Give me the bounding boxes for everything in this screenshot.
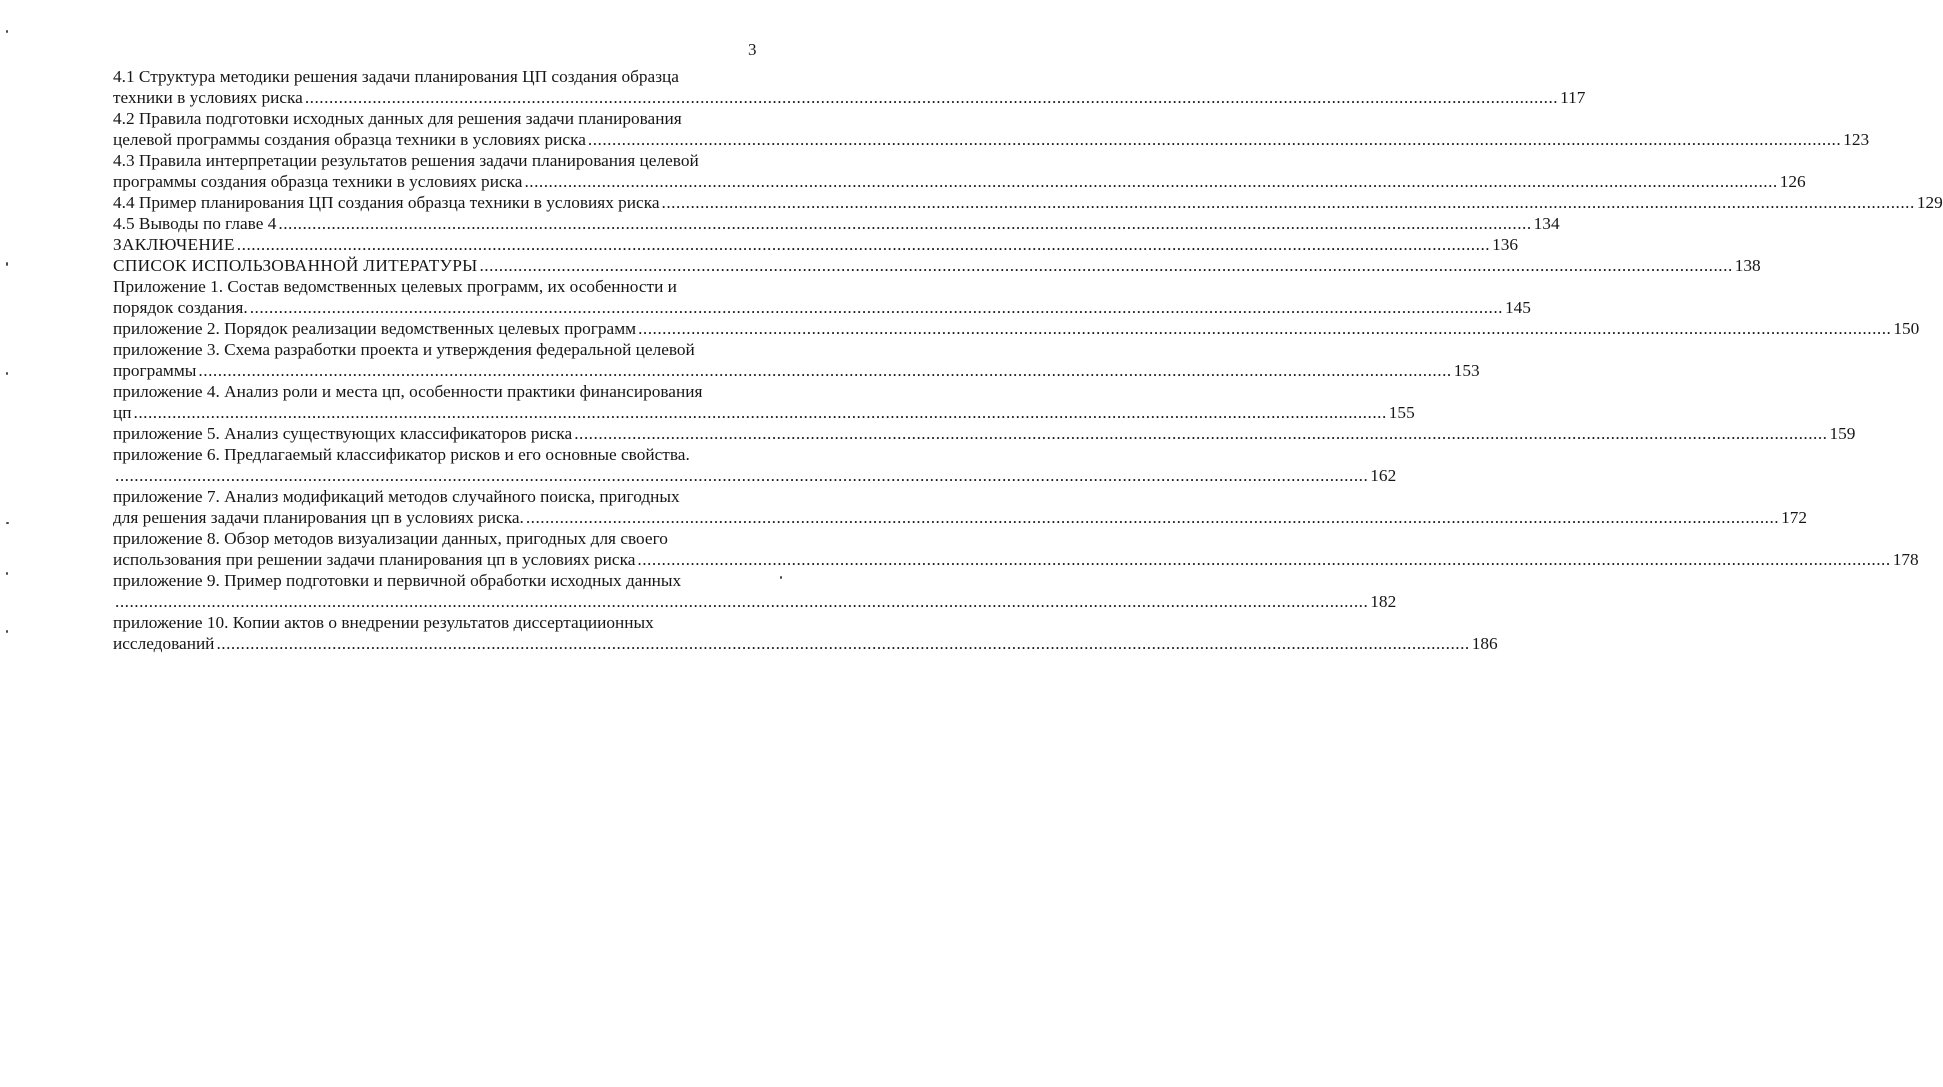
dot-leader: .................................................................................................................................................................................................................................................................... bbox=[637, 550, 1891, 569]
toc-page-number: 186 bbox=[1471, 634, 1498, 653]
toc-entry[interactable] bbox=[113, 318, 1920, 339]
toc-entry-text: техники в условиях риска bbox=[113, 88, 303, 107]
toc-entry[interactable] bbox=[113, 339, 1480, 381]
toc-page-number: 159 bbox=[1829, 424, 1856, 443]
toc-entry-text: приложение 8. Обзор методов визуализации данных, пригодных для своего bbox=[113, 529, 668, 548]
toc-entry[interactable] bbox=[113, 108, 1870, 150]
toc-entry-text: Приложение 1. Состав ведомственных целевых программ, их особенности и bbox=[113, 277, 677, 296]
toc-page-number: 162 bbox=[1370, 466, 1397, 485]
toc-entry-line bbox=[113, 66, 760, 87]
toc-entry-line bbox=[113, 612, 760, 633]
dot-leader: .................................................................................................................................................................................................................................................................... bbox=[198, 361, 1452, 380]
dot-leader: .................................................................................................................................................................................................................................................................... bbox=[216, 634, 1470, 653]
toc-page-number: 155 bbox=[1388, 403, 1415, 422]
dot-leader: .................................................................................................................................................................................................................................................................... bbox=[236, 235, 1491, 254]
toc-entry-text: исследований bbox=[113, 634, 215, 653]
toc-entry[interactable] bbox=[113, 276, 1531, 318]
scan-speck bbox=[6, 630, 8, 633]
dot-leader: .................................................................................................................................................................................................................................................................... bbox=[479, 256, 1733, 275]
toc-entry-text: цп bbox=[113, 403, 132, 422]
dot-leader: .................................................................................................................................................................................................................................................................... bbox=[278, 214, 1532, 233]
toc-entry-final-line bbox=[113, 192, 1943, 213]
toc-entry-text: приложение 7. Анализ модификаций методов случайного поиска, пригодных bbox=[113, 487, 680, 506]
toc-entry-line bbox=[113, 570, 760, 591]
toc-entry-final-line bbox=[113, 129, 1870, 150]
toc-entry[interactable] bbox=[113, 66, 1586, 108]
toc-page-number: 126 bbox=[1779, 172, 1806, 191]
toc-page-number: 117 bbox=[1560, 88, 1586, 107]
toc-entry-final-line bbox=[113, 87, 1586, 108]
page-number: 3 bbox=[748, 40, 757, 59]
toc-page-number: 153 bbox=[1453, 361, 1480, 380]
toc-entry[interactable] bbox=[113, 150, 1806, 192]
dot-leader: .................................................................................................................................................................................................................................................................... bbox=[304, 88, 1559, 107]
toc-entry-text: СПИСОК ИСПОЛЬЗОВАННОЙ ЛИТЕРАТУРЫ bbox=[113, 256, 478, 275]
dot-leader: .................................................................................................................................................................................................................................................................... bbox=[249, 298, 1503, 317]
toc-entry-text: целевой программы создания образца техники в условиях риска bbox=[113, 130, 586, 149]
toc-entry[interactable] bbox=[113, 381, 1415, 423]
dot-leader: .................................................................................................................................................................................................................................................................... bbox=[638, 319, 1892, 338]
scan-speck bbox=[6, 522, 9, 524]
toc-entry-final-line bbox=[113, 234, 1518, 255]
toc-entry-final-line bbox=[113, 318, 1920, 339]
toc-entry-final-line bbox=[113, 507, 1808, 528]
toc-entry-final-line bbox=[113, 213, 1560, 234]
dot-leader: .................................................................................................................................................................................................................................................................... bbox=[115, 592, 1369, 611]
scan-speck bbox=[6, 30, 8, 33]
toc-entry-text: 4.4 Пример планирования ЦП создания образца техники в условиях риска bbox=[113, 193, 660, 212]
toc-entry-line bbox=[113, 444, 760, 465]
dot-leader: .................................................................................................................................................................................................................................................................... bbox=[133, 403, 1387, 422]
toc-page-number: 150 bbox=[1893, 319, 1920, 338]
toc-entry[interactable] bbox=[113, 213, 1560, 234]
toc-page-number: 138 bbox=[1734, 256, 1761, 275]
toc-entry-final-line bbox=[113, 255, 1761, 276]
table-of-contents bbox=[113, 66, 1943, 654]
toc-entry-text: для решения задачи планирования цп в условиях риска. bbox=[113, 508, 524, 527]
toc-page-number: 172 bbox=[1781, 508, 1808, 527]
toc-page-number: 123 bbox=[1843, 130, 1870, 149]
dot-leader: .................................................................................................................................................................................................................................................................... bbox=[661, 193, 1915, 212]
toc-entry-final-line bbox=[113, 360, 1480, 381]
toc-entry[interactable] bbox=[113, 444, 1397, 486]
toc-entry-text: 4.5 Выводы по главе 4 bbox=[113, 214, 277, 233]
scan-speck bbox=[6, 572, 8, 575]
toc-page-number: 129 bbox=[1916, 193, 1943, 212]
toc-entry-line bbox=[113, 381, 760, 402]
toc-entry-final-line bbox=[113, 171, 1806, 192]
toc-page-number: 182 bbox=[1370, 592, 1397, 611]
toc-entry-final-line bbox=[113, 465, 1397, 486]
toc-entry-line bbox=[113, 150, 760, 171]
toc-entry[interactable] bbox=[113, 528, 1919, 570]
toc-page-number: 145 bbox=[1504, 298, 1531, 317]
toc-entry[interactable] bbox=[113, 255, 1761, 276]
toc-page-number: 134 bbox=[1533, 214, 1560, 233]
dot-leader: .................................................................................................................................................................................................................................................................... bbox=[574, 424, 1828, 443]
toc-entry-text: программы bbox=[113, 361, 197, 380]
toc-entry-line bbox=[113, 528, 760, 549]
toc-entry-line bbox=[113, 486, 760, 507]
scan-speck bbox=[6, 262, 8, 266]
toc-entry-final-line bbox=[113, 549, 1919, 570]
toc-entry-text: приложение 3. Схема разработки проекта и утверждения федеральной целевой bbox=[113, 340, 695, 359]
toc-entry-line bbox=[113, 108, 760, 129]
dot-leader: .................................................................................................................................................................................................................................................................... bbox=[115, 466, 1369, 485]
toc-page-number: 178 bbox=[1892, 550, 1919, 569]
scan-speck bbox=[780, 576, 782, 579]
toc-entry-final-line bbox=[113, 633, 1498, 654]
toc-entry[interactable] bbox=[113, 486, 1808, 528]
toc-entry[interactable] bbox=[113, 234, 1518, 255]
toc-entry-final-line bbox=[113, 423, 1856, 444]
toc-entry-text: приложение 5. Анализ существующих классификаторов риска bbox=[113, 424, 573, 443]
scan-speck bbox=[6, 372, 8, 375]
toc-entry-text: приложение 2. Порядок реализации ведомственных целевых программ bbox=[113, 319, 637, 338]
toc-entry-text: порядок создания. bbox=[113, 298, 248, 317]
toc-entry-text: 4.1 Структура методики решения задачи планирования ЦП создания образца bbox=[113, 67, 679, 86]
toc-page-number: 136 bbox=[1492, 235, 1518, 254]
toc-entry-line bbox=[113, 276, 760, 297]
toc-entry[interactable] bbox=[113, 423, 1856, 444]
toc-entry-text: приложение 9. Пример подготовки и первичной обработки исходных данных bbox=[113, 571, 682, 590]
toc-entry-text: 4.2 Правила подготовки исходных данных для решения задачи планирования bbox=[113, 109, 682, 128]
toc-entry-line bbox=[113, 339, 760, 360]
toc-entry-text: приложение 10. Копии актов о внедрении результатов диссертациионных bbox=[113, 613, 654, 632]
toc-entry-text: 4.3 Правила интерпретации результатов решения задачи планирования целевой bbox=[113, 151, 699, 170]
toc-entry-text: программы создания образца техники в условиях риска bbox=[113, 172, 523, 191]
toc-entry-text: приложение 6. Предлагаемый классификатор рисков и его основные свойства. bbox=[113, 445, 690, 464]
toc-entry-final-line bbox=[113, 297, 1531, 318]
toc-entry-text: ЗАКЛЮЧЕНИЕ bbox=[113, 235, 235, 254]
toc-entry-text: использования при решении задачи планирования цп в условиях риска bbox=[113, 550, 636, 569]
toc-entry-final-line bbox=[113, 591, 1397, 612]
toc-entry[interactable] bbox=[113, 612, 1498, 654]
dot-leader: .................................................................................................................................................................................................................................................................... bbox=[525, 508, 1780, 527]
dot-leader: .................................................................................................................................................................................................................................................................... bbox=[587, 130, 1842, 149]
toc-entry-text: приложение 4. Анализ роли и места цп, особенности практики финансирования bbox=[113, 382, 703, 401]
dot-leader: .................................................................................................................................................................................................................................................................... bbox=[524, 172, 1778, 191]
toc-entry[interactable] bbox=[113, 192, 1943, 213]
toc-entry[interactable] bbox=[113, 570, 1397, 612]
toc-entry-final-line bbox=[113, 402, 1415, 423]
